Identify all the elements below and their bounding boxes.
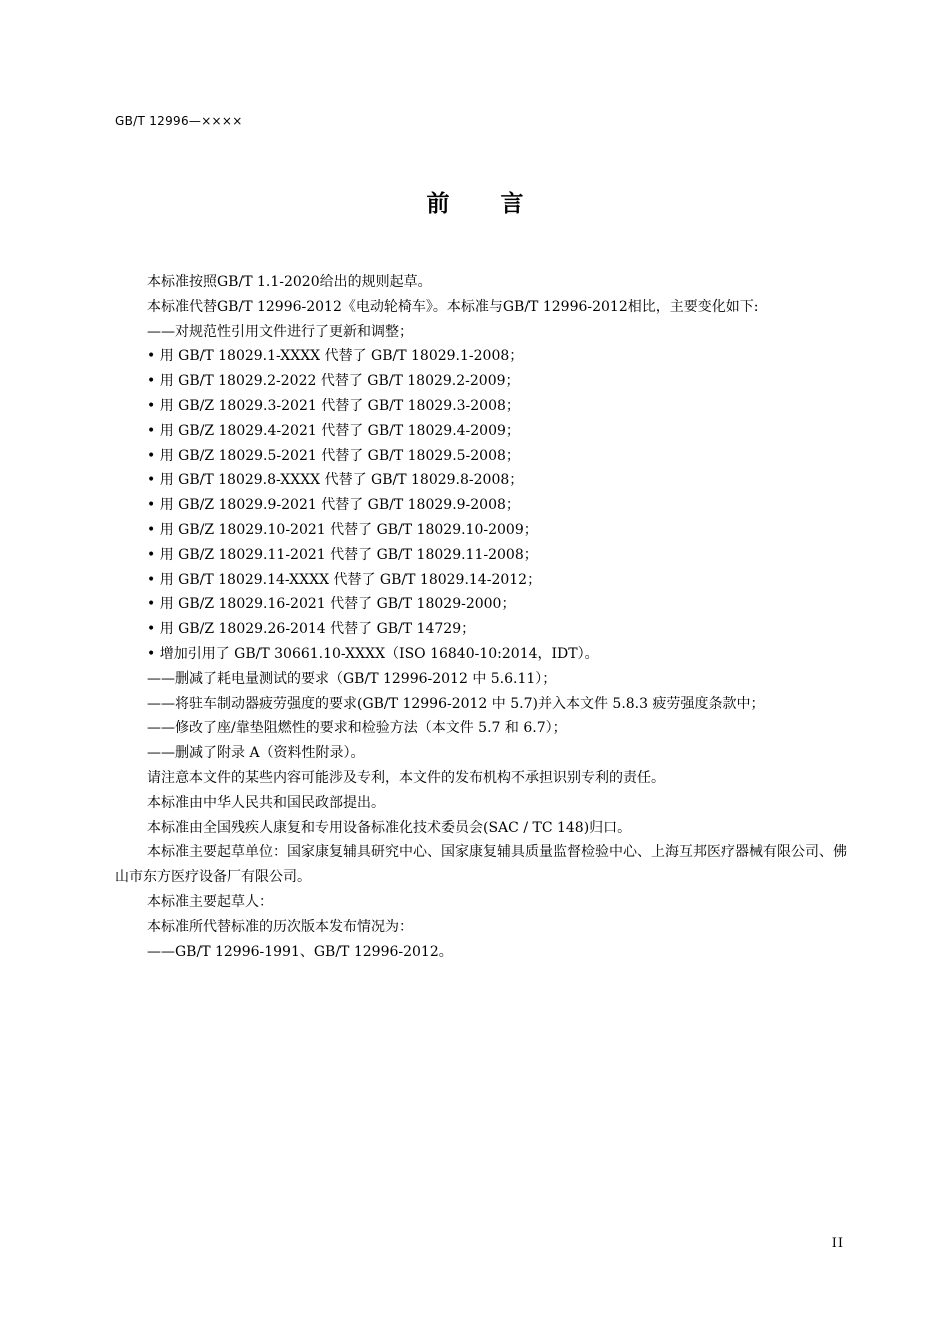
foreword-bullet: • 用 GB/Z 18029.4-2021 代替了 GB/T 18029.4-2009； <box>147 422 520 439</box>
foreword-bullet: • 用 GB/T 18029.14-XXXX 代替了 GB/T 18029.14-2012； <box>147 571 542 588</box>
foreword-body <box>115 270 860 964</box>
foreword-line: ——将驻车制动器疲劳强度的要求(GB/T 12996-2012 中 5.7)并入本文件 5.8.3 疲劳强度条款中； <box>147 695 765 712</box>
foreword-line: ——对规范性引用文件进行了更新和调整； <box>147 323 413 340</box>
foreword-bullet: • 用 GB/T 18029.8-XXXX 代替了 GB/T 18029.8-2008； <box>147 472 524 489</box>
page-number: II <box>831 1236 844 1251</box>
drafting-units-paragraph: 本标准主要起草单位：国家康复辅具研究中心、国家康复辅具质量监督检验中心、上海互邦医疗器械有限公司、佛山市东方医疗设备厂有限公司。 <box>115 844 847 886</box>
foreword-bullet: • 用 GB/Z 18029.9-2021 代替了 GB/T 18029.9-2008； <box>147 497 520 514</box>
foreword-line: 本标准由中华人民共和国民政部提出。 <box>147 794 385 811</box>
foreword-bullet: • 用 GB/Z 18029.16-2021 代替了 GB/T 18029-2000； <box>147 596 516 613</box>
foreword-bullet: • 用 GB/Z 18029.11-2021 代替了 GB/T 18029.11-2008； <box>147 546 538 563</box>
page-title: 前 言 <box>426 191 538 217</box>
foreword-line: 本标准所代替标准的历次版本发布情况为： <box>147 918 413 935</box>
foreword-bullet: • 用 GB/T 18029.2-2022 代替了 GB/T 18029.2-2009； <box>147 373 520 390</box>
foreword-line: ——GB/T 12996-1991、GB/T 12996-2012。 <box>147 943 453 960</box>
foreword-bullet: • 用 GB/Z 18029.5-2021 代替了 GB/T 18029.5-2008； <box>147 447 520 464</box>
foreword-line: 本标准代替GB/T 12996-2012《电动轮椅车》。本标准与GB/T 12996-2012相比，主要变化如下: <box>147 298 759 315</box>
foreword-line: ——删减了耗电量测试的要求（GB/T 12996-2012 中 5.6.11）； <box>147 670 557 687</box>
foreword-bullet: • 用 GB/Z 18029.10-2021 代替了 GB/T 18029.10-2009； <box>147 521 538 538</box>
foreword-bullet: • 用 GB/Z 18029.3-2021 代替了 GB/T 18029.3-2008； <box>147 397 520 414</box>
foreword-line: 请注意本文件的某些内容可能涉及专利，本文件的发布机构不承担识别专利的责任。 <box>147 769 665 786</box>
foreword-line: ——删减了附录 A（资料性附录）。 <box>147 745 365 762</box>
foreword-line: ——修改了座/靠垫阻燃性的要求和检验方法（本文件 5.7 和 6.7）； <box>147 720 567 737</box>
foreword-bullet: • 增加引用了 GB/T 30661.10-XXXX（ISO 16840-10:2014，IDT）。 <box>147 645 599 662</box>
foreword-line: 本标准主要起草人： <box>147 893 273 910</box>
foreword-bullet: • 用 GB/Z 18029.26-2014 代替了 GB/T 14729； <box>147 621 476 638</box>
foreword-bullet: • 用 GB/T 18029.1-XXXX 代替了 GB/T 18029.1-2008； <box>147 348 524 365</box>
foreword-line: 本标准由全国残疾人康复和专用设备标准化技术委员会(SAC / TC 148)归口。 <box>147 819 632 836</box>
foreword-line: 本标准按照GB/T 1.1-2020给出的规则起草。 <box>147 274 432 290</box>
document-code-header: GB/T 12996—×××× <box>115 114 243 128</box>
